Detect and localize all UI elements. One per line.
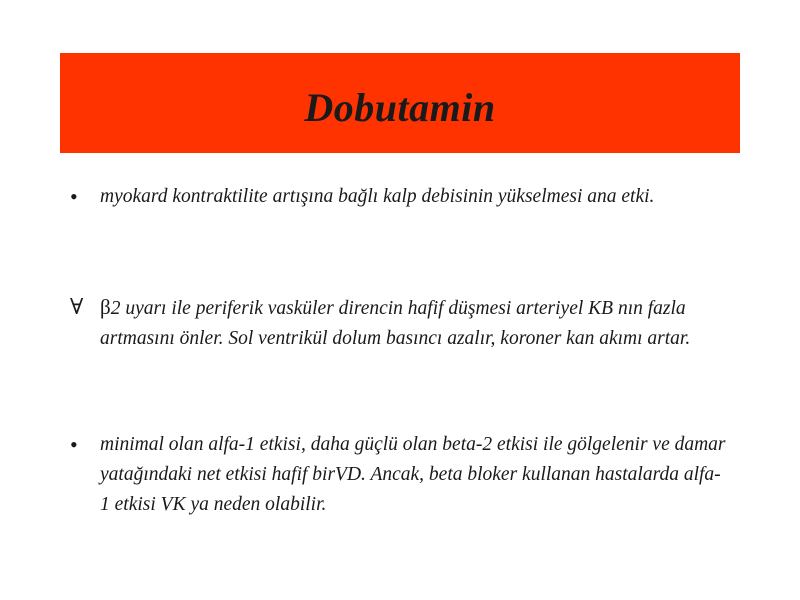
beta-symbol: β (100, 295, 111, 319)
forall-symbol-icon: ∀ (70, 294, 84, 319)
bullet-item (70, 182, 730, 212)
bullet-text: myokard kontraktilite artışına bağlı kalp debisinin yükselmesi ana etki. (100, 186, 655, 207)
slide-title: Dobutamin (304, 84, 496, 130)
bullet-dot-icon: • (70, 432, 78, 457)
bullet-text: minimal olan alfa-1 etkisi, daha güçlü olan beta-2 etkisi ile gölgelenir ve damar yatağındaki net etkisi hafif birVD. Ancak, beta bloker kullanan hastalarda alfa-1 etkisi VK ya neden olabilir. (100, 434, 726, 515)
bullet-text-wrapper (100, 292, 730, 354)
bullet-dot-icon: • (70, 184, 78, 209)
bullet-item (70, 292, 730, 354)
bullet-text: 2 uyarı ile periferik vasküler direncin hafif düşmesi arteriyel KB nın fazla artmasını önler. Sol ventrikül dolum basıncı azalır, koroner kan akımı artar. (100, 298, 691, 349)
title-banner (60, 53, 740, 153)
bullet-item (70, 430, 730, 520)
